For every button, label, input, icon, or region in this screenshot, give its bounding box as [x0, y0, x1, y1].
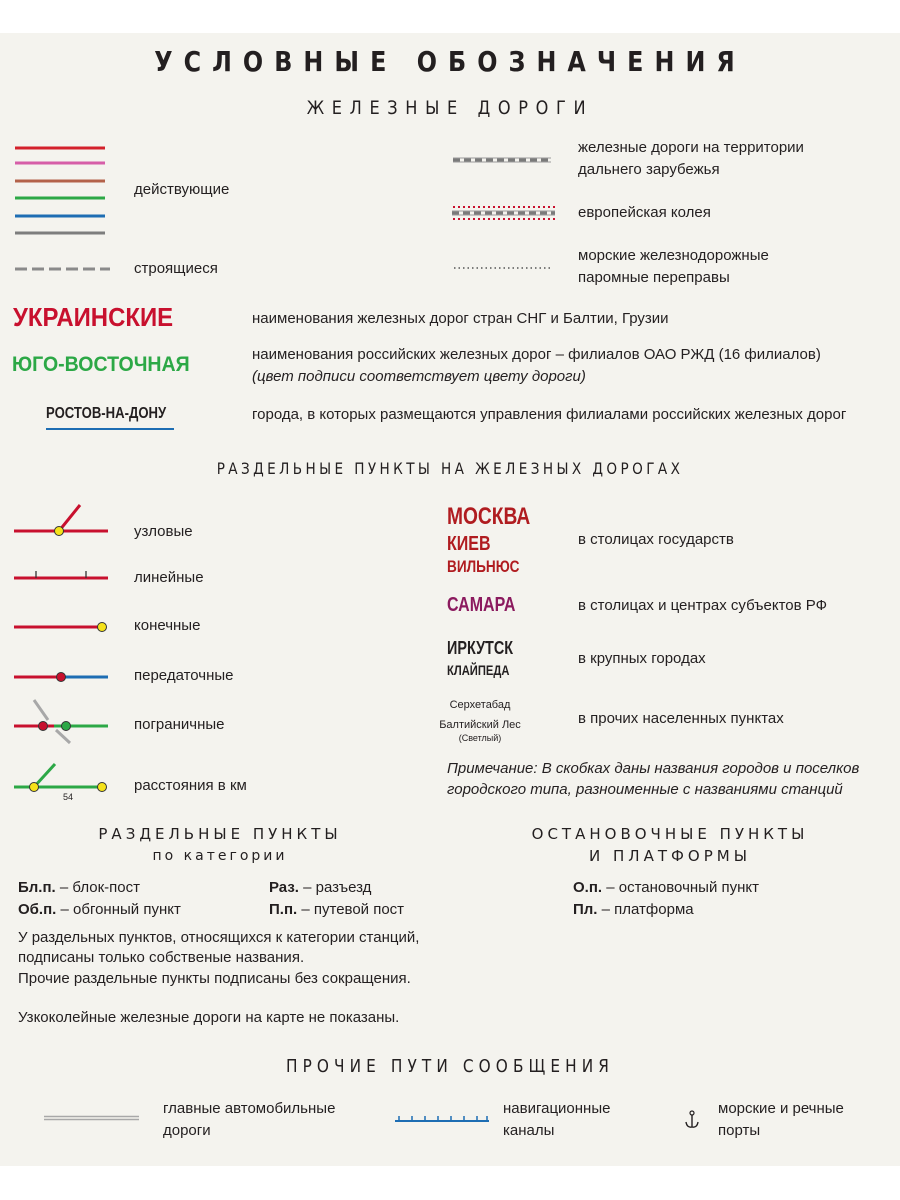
- category-item-passing-point: [18, 899, 181, 921]
- desc: – остановочный пункт: [602, 879, 759, 896]
- railways-heading: ЖЕЛЕЗНЫЕ ДОРОГИ: [306, 97, 594, 119]
- construction-line-icon: [15, 264, 110, 274]
- capital-sample-vilnius: ВИЛЬНЮС: [447, 557, 520, 576]
- page-title: УСЛОВНЫЕ ОБОЗНАЧЕНИЯ: [154, 45, 746, 78]
- other-sample-baltiysky-les: Балтийский Лес: [439, 719, 521, 731]
- abbr: П.п.: [269, 901, 298, 918]
- cis-road-description: наименования железных дорог стран СНГ и Балтии, Грузии: [252, 310, 669, 327]
- abbr: Бл.п.: [18, 879, 56, 896]
- border-label: пограничные: [134, 716, 225, 733]
- other-routes-heading: ПРОЧИЕ ПУТИ СООБЩЕНИЯ: [285, 1056, 615, 1077]
- capital-sample-moscow: МОСКВА: [447, 503, 531, 530]
- main-roads-label-1: главные автомобильные: [163, 1100, 336, 1117]
- construction-label: строящиеся: [134, 260, 218, 277]
- operating-lines-icon: [15, 142, 107, 242]
- ferry-line-icon: [454, 266, 554, 270]
- categories-paragraph-3: Прочие раздельные пункты подписаны без сокращения.: [18, 970, 411, 987]
- hq-underline: [46, 428, 174, 430]
- foreign-label-1: железные дороги на территории: [578, 139, 804, 156]
- linear-station-icon: [14, 570, 110, 582]
- canals-label-1: навигационные: [503, 1100, 611, 1117]
- other-sample-serkhetabad: Серхетабад: [449, 699, 511, 711]
- russian-road-color-note: (цвет подписи соответствует цвету дороги): [252, 368, 586, 385]
- russian-road-description: наименования российских железных дорог – филиалов ОАО РЖД (16 филиалов): [252, 346, 821, 363]
- stops-subheading: И ПЛАТФОРМЫ: [589, 847, 751, 865]
- category-item-track-post: [269, 899, 404, 921]
- note-line-1: Примечание: В скобках даны названия городов и поселков: [447, 760, 860, 777]
- transfer-station-icon: [14, 670, 110, 684]
- note-line-2: городского типа, разноименные с названиями станций: [447, 781, 843, 798]
- junction-label: узловые: [134, 523, 193, 540]
- main-road-icon: [44, 1115, 140, 1121]
- stop-item-stopping-point: [573, 877, 759, 899]
- narrow-gauge-note: Узкоколейные железные дороги на карте не показаны.: [18, 1009, 400, 1026]
- terminal-station-icon: [14, 620, 110, 634]
- abbr: Раз.: [269, 879, 299, 896]
- distance-label: расстояния в км: [134, 777, 247, 794]
- desc: – обгонный пункт: [56, 901, 181, 918]
- operating-label: действующие: [134, 181, 230, 198]
- category-item-siding: [269, 877, 371, 899]
- ferry-label-1: морские железнодорожные: [578, 247, 769, 264]
- categories-paragraph-1: У раздельных пунктов, относящихся к категории станций,: [18, 929, 420, 946]
- abbr: Об.п.: [18, 901, 57, 918]
- terminal-label: конечные: [134, 617, 201, 634]
- navigation-canal-icon: [395, 1112, 491, 1124]
- category-item-block-post: [18, 877, 140, 899]
- junction-station-icon: [14, 502, 110, 542]
- abbr: Пл.: [573, 901, 598, 918]
- foreign-label-2: дальнего зарубежья: [578, 161, 720, 178]
- ferry-label-2: паромные переправы: [578, 269, 730, 286]
- sample-hq-city: РОСТОВ-НА-ДОНУ: [46, 405, 167, 422]
- stops-heading: ОСТАНОВОЧНЫЕ ПУНКТЫ: [531, 825, 809, 843]
- regional-sample-samara: САМАРА: [447, 594, 516, 616]
- capital-sample-kiev: КИЕВ: [447, 533, 491, 555]
- categories-paragraph-2: подписаны только собствeные названия.: [18, 949, 305, 966]
- anchor-icon: [684, 1110, 700, 1130]
- ports-label-2: порты: [718, 1122, 761, 1139]
- capitals-description: в столицах государств: [578, 531, 734, 548]
- main-roads-label-2: дороги: [163, 1122, 211, 1139]
- other-places-description: в прочих населенных пунктах: [578, 710, 784, 727]
- other-sample-svetly: (Светлый): [458, 733, 502, 743]
- stop-item-platform: [573, 899, 694, 921]
- distance-value: 54: [63, 792, 74, 802]
- desc: – путевой пост: [297, 901, 405, 918]
- large-city-sample-klaipeda: КЛАЙПЕДА: [447, 662, 510, 678]
- linear-label: линейные: [134, 569, 204, 586]
- border-station-icon: [14, 698, 110, 744]
- desc: – разъезд: [298, 879, 372, 896]
- categories-heading: РАЗДЕЛЬНЫЕ ПУНКТЫ: [98, 825, 342, 843]
- hq-description: города, в которых размещаются управления филиалами российских железных дорог: [252, 406, 847, 423]
- foreign-railway-icon: [453, 155, 553, 165]
- ports-label-1: морские и речные: [718, 1100, 844, 1117]
- regional-description: в столицах и центрах субъектов РФ: [578, 597, 828, 614]
- european-label: европейская колея: [578, 204, 711, 221]
- distance-icon: [14, 762, 110, 794]
- sample-russian-road-name: ЮГО-ВОСТОЧНАЯ: [12, 353, 190, 376]
- abbr: О.п.: [573, 879, 603, 896]
- desc: – блок-пост: [55, 879, 140, 896]
- european-gauge-icon: [452, 205, 557, 221]
- canals-label-2: каналы: [503, 1122, 555, 1139]
- categories-subheading: по категории: [152, 848, 288, 864]
- points-heading: РАЗДЕЛЬНЫЕ ПУНКТЫ НА ЖЕЛЕЗНЫХ ДОРОГАХ: [216, 459, 684, 478]
- transfer-label: передаточные: [134, 667, 234, 684]
- desc: – платформа: [597, 901, 694, 918]
- sample-cis-road-name: УКРАИНСКИЕ: [13, 302, 174, 332]
- large-city-sample-irkutsk: ИРКУТСК: [447, 638, 514, 658]
- large-cities-description: в крупных городах: [578, 650, 706, 667]
